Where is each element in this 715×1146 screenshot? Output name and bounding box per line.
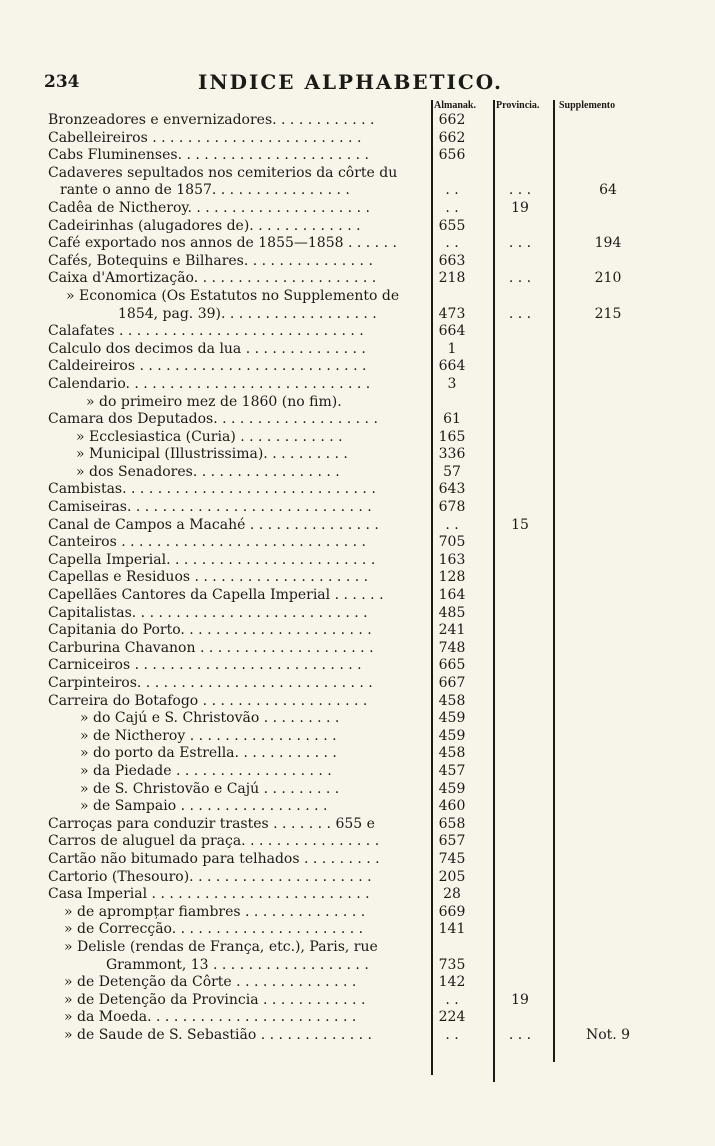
supplemento-value: 64 <box>599 182 617 199</box>
table-row <box>48 710 668 728</box>
table-row <box>48 165 668 183</box>
page-title: INDICE ALPHABETICO. <box>198 70 504 94</box>
table-row <box>48 974 668 992</box>
entry-label: Cartão não bitumado para telhados . . . . . . . . . <box>48 850 380 867</box>
almanak-value: 669 <box>438 903 466 920</box>
almanak-value: 128 <box>438 569 466 586</box>
entry-label: Cabelleireiros . . . . . . . . . . . . . . . . . . . . . . . . <box>48 129 362 146</box>
table-row <box>48 464 668 482</box>
almanak-value: 662 <box>438 112 466 128</box>
almanak-value: 142 <box>438 974 466 991</box>
provincia-value: . . . <box>508 235 532 252</box>
entry-label: Casa Imperial . . . . . . . . . . . . . . . . . . . . . . . . . <box>48 886 370 903</box>
supplemento-value: 210 <box>594 270 622 287</box>
entry-label: » da Piedade . . . . . . . . . . . . . . . . . . <box>80 762 332 779</box>
table-row <box>48 270 668 288</box>
almanak-value: 458 <box>438 745 466 762</box>
entry-label: Cadaveres sepultados nos cemiterios da côrte du <box>48 164 398 181</box>
almanak-value: 678 <box>438 499 466 516</box>
entry-label: » do porto da Estrella. . . . . . . . . . . . <box>80 745 337 762</box>
table-row <box>48 235 668 253</box>
table-row <box>48 429 668 447</box>
supplemento-value: 194 <box>594 235 622 252</box>
almanak-value: 163 <box>438 551 466 568</box>
entry-label: Cabs Fluminenses. . . . . . . . . . . . . . . . . . . . . . <box>48 147 369 164</box>
table-row <box>48 745 668 763</box>
table-row <box>48 481 668 499</box>
table-row <box>48 833 668 851</box>
entry-label: Cambistas. . . . . . . . . . . . . . . . . . . . . . . . . . . . . <box>48 481 376 498</box>
table-row <box>48 411 668 429</box>
entry-label: » da Moeda. . . . . . . . . . . . . . . . . . . . . . . . <box>64 1009 357 1026</box>
table-row <box>48 376 668 394</box>
entry-label: » de Correcção. . . . . . . . . . . . . . . . . . . . . . <box>64 921 364 938</box>
index-table <box>48 112 668 1044</box>
page-number: 234 <box>44 72 80 92</box>
entry-label: » Economica (Os Estatutos no Supplemento de <box>66 287 400 304</box>
almanak-value: 657 <box>438 833 466 850</box>
almanak-value: 460 <box>438 798 466 815</box>
almanak-value: 745 <box>438 850 466 867</box>
entry-label: Capitania do Porto. . . . . . . . . . . . . . . . . . . . . . <box>48 622 372 639</box>
table-row <box>48 288 668 306</box>
entry-label: Cadêa de Nictheroy. . . . . . . . . . . . . . . . . . . . . <box>48 199 370 216</box>
table-row <box>48 816 668 834</box>
table-row <box>48 517 668 535</box>
table-row <box>48 394 668 412</box>
entry-label: Carros de aluguel da praça. . . . . . . . . . . . . . . . <box>48 833 380 850</box>
entry-label: Canteiros . . . . . . . . . . . . . . . . . . . . . . . . . . . . <box>48 534 366 551</box>
entry-label: » Delisle (rendas de França, etc.), Paris, rue <box>64 938 378 955</box>
entry-label: Carniceiros . . . . . . . . . . . . . . . . . . . . . . . . . . <box>48 657 362 674</box>
table-row <box>48 587 668 605</box>
entry-label: Carreira do Botafogo . . . . . . . . . . . . . . . . . . . <box>48 692 368 709</box>
table-row <box>48 253 668 271</box>
entry-label: » de Sampaio . . . . . . . . . . . . . . . . . <box>80 798 328 815</box>
table-row <box>48 499 668 517</box>
almanak-value: 658 <box>438 815 466 832</box>
entry-label: Cartorio (Thesouro). . . . . . . . . . . . . . . . . . . . . <box>48 868 372 885</box>
almanak-value: . . <box>445 235 459 252</box>
entry-label: Cadeirinhas (alugadores de). . . . . . . . . . . . . <box>48 217 361 234</box>
almanak-value: 458 <box>438 692 466 709</box>
table-row <box>48 675 668 693</box>
entry-label: Camara dos Deputados. . . . . . . . . . . . . . . . . . . <box>48 411 378 428</box>
table-row <box>48 728 668 746</box>
almanak-value: . . <box>445 1026 459 1043</box>
entry-label: Caixa d'Amortização. . . . . . . . . . . . . . . . . . . . . <box>48 270 377 287</box>
almanak-value: . . <box>445 991 459 1008</box>
entry-label: Camiseiras. . . . . . . . . . . . . . . . . . . . . . . . . . . . <box>48 499 372 516</box>
column-header-provincia: Provincia. <box>496 100 540 111</box>
table-row <box>48 851 668 869</box>
almanak-value: 205 <box>438 868 466 885</box>
almanak-value: 218 <box>438 270 466 287</box>
almanak-value: 459 <box>438 710 466 727</box>
table-row <box>48 886 668 904</box>
table-row <box>48 130 668 148</box>
table-row <box>48 306 668 324</box>
entry-label: Carburina Chavanon . . . . . . . . . . . . . . . . . . . . <box>48 639 374 656</box>
entry-label: » Municipal (Illustrissima). . . . . . . . . . <box>76 446 348 463</box>
column-header-supplemento: Supplemento <box>559 100 616 111</box>
entry-label: » dos Senadores. . . . . . . . . . . . . . . . . <box>76 463 340 480</box>
almanak-value: 164 <box>438 587 466 604</box>
table-row <box>48 939 668 957</box>
table-row <box>48 921 668 939</box>
almanak-value: 664 <box>438 358 466 375</box>
entry-label: » de Nictheroy . . . . . . . . . . . . . . . . . <box>80 727 337 744</box>
entry-label: Calafates . . . . . . . . . . . . . . . . . . . . . . . . . . . . <box>48 323 364 340</box>
table-row <box>48 1027 668 1045</box>
almanak-value: 655 <box>438 217 466 234</box>
almanak-value: 643 <box>438 481 466 498</box>
table-row <box>48 1009 668 1027</box>
table-row <box>48 657 668 675</box>
table-row <box>48 992 668 1010</box>
almanak-value: . . <box>445 199 459 216</box>
almanak-value: 735 <box>438 956 466 973</box>
almanak-value: 57 <box>443 463 461 480</box>
almanak-value: 336 <box>438 446 466 463</box>
almanak-value: . . <box>445 516 459 533</box>
entry-label: Calendario. . . . . . . . . . . . . . . . . . . . . . . . . . . . <box>48 375 371 392</box>
provincia-value: . . . <box>508 305 532 322</box>
table-row <box>48 182 668 200</box>
entry-label: Bronzeadores e envernizadores. . . . . . . . . . . . <box>48 112 375 128</box>
entry-label: » do Cajú e S. Christovão . . . . . . . . . <box>80 710 340 727</box>
entry-label: Capella Imperial. . . . . . . . . . . . . . . . . . . . . . . . <box>48 551 376 568</box>
table-row <box>48 957 668 975</box>
almanak-value: 224 <box>438 1009 466 1026</box>
entry-label: Calculo dos decimos da lua . . . . . . . . . . . . . . <box>48 340 366 357</box>
almanak-value: 1 <box>447 340 457 357</box>
almanak-value: 165 <box>438 428 466 445</box>
almanak-value: 664 <box>438 323 466 340</box>
entry-label: Capellães Cantores da Capella Imperial . . . . . . <box>48 587 384 604</box>
almanak-value: 241 <box>438 622 466 639</box>
almanak-value: 663 <box>438 252 466 269</box>
table-row <box>48 781 668 799</box>
almanak-value: 485 <box>438 604 466 621</box>
provincia-value: 19 <box>511 199 529 216</box>
table-row <box>48 869 668 887</box>
almanak-value: 459 <box>438 780 466 797</box>
entry-label: Capellas e Residuos . . . . . . . . . . . . . . . . . . . . <box>48 569 369 586</box>
entry-label: Café exportado nos annos de 1855—1858 . . . . . . <box>48 235 397 252</box>
almanak-value: 61 <box>443 411 461 428</box>
entry-label: rante o anno de 1857. . . . . . . . . . . . . . . . <box>60 182 350 199</box>
almanak-value: 667 <box>438 675 466 691</box>
provincia-value: . . . <box>508 270 532 287</box>
almanak-value: 141 <box>438 921 466 938</box>
almanak-value: 705 <box>438 534 466 551</box>
table-row <box>48 358 668 376</box>
provincia-value: . . . <box>508 1026 532 1043</box>
almanak-value: 665 <box>438 657 466 674</box>
entry-label: Caldeireiros . . . . . . . . . . . . . . . . . . . . . . . . . . <box>48 358 367 375</box>
entry-label: » de Detenção da Côrte . . . . . . . . . . . . . . <box>64 974 357 991</box>
entry-label: Carpinteiros. . . . . . . . . . . . . . . . . . . . . . . . . . . <box>48 675 373 691</box>
table-row <box>48 622 668 640</box>
table-row <box>48 112 668 130</box>
entry-label: » de aprompțar fiambres . . . . . . . . . . . . . . <box>64 903 366 920</box>
table-row <box>48 218 668 236</box>
almanak-value: . . <box>445 182 459 199</box>
table-row <box>48 904 668 922</box>
table-row <box>48 323 668 341</box>
supplemento-value: Not. 9 <box>585 1026 631 1043</box>
entry-label: 1854, pag. 39). . . . . . . . . . . . . . . . . . <box>118 305 377 322</box>
table-row <box>48 763 668 781</box>
table-row <box>48 446 668 464</box>
almanak-value: 3 <box>447 375 457 392</box>
entry-label: Carroças para conduzir trastes . . . . . . . 655 e <box>48 815 375 832</box>
table-row <box>48 200 668 218</box>
table-row <box>48 147 668 165</box>
almanak-value: 662 <box>438 129 466 146</box>
entry-label: Grammont, 13 . . . . . . . . . . . . . . . . . . <box>106 956 369 973</box>
table-row <box>48 605 668 623</box>
entry-label: » de Saude de S. Sebastião . . . . . . . . . . . . . <box>64 1026 373 1043</box>
entry-label: Cafés, Botequins e Bilhares. . . . . . . . . . . . . . . <box>48 252 373 269</box>
almanak-value: 459 <box>438 727 466 744</box>
entry-label: Canal de Campos a Macahé . . . . . . . . . . . . . . . <box>48 516 379 533</box>
almanak-value: 457 <box>438 762 466 779</box>
provincia-value: 15 <box>511 516 529 533</box>
entry-label: » do primeiro mez de 1860 (no fim). <box>86 393 342 410</box>
provincia-value: . . . <box>508 182 532 199</box>
table-row <box>48 693 668 711</box>
almanak-value: 748 <box>438 639 466 656</box>
almanak-value: 28 <box>443 886 461 903</box>
table-row <box>48 798 668 816</box>
table-row <box>48 341 668 359</box>
table-row <box>48 640 668 658</box>
supplemento-value: 215 <box>594 305 622 322</box>
table-row <box>48 534 668 552</box>
entry-label: » de Detenção da Provincia . . . . . . . . . . . . <box>64 991 366 1008</box>
provincia-value: 19 <box>511 991 529 1008</box>
entry-label: » Ecclesiastica (Curia) . . . . . . . . . . . . <box>76 428 343 445</box>
table-row <box>48 569 668 587</box>
column-header-almanak: Almanak. <box>434 100 476 111</box>
almanak-value: 656 <box>438 147 466 164</box>
entry-label: Capitalistas. . . . . . . . . . . . . . . . . . . . . . . . . . . <box>48 604 368 621</box>
almanak-value: 473 <box>438 305 466 322</box>
table-row <box>48 552 668 570</box>
entry-label: » de S. Christovão e Cajú . . . . . . . . . <box>80 780 340 797</box>
